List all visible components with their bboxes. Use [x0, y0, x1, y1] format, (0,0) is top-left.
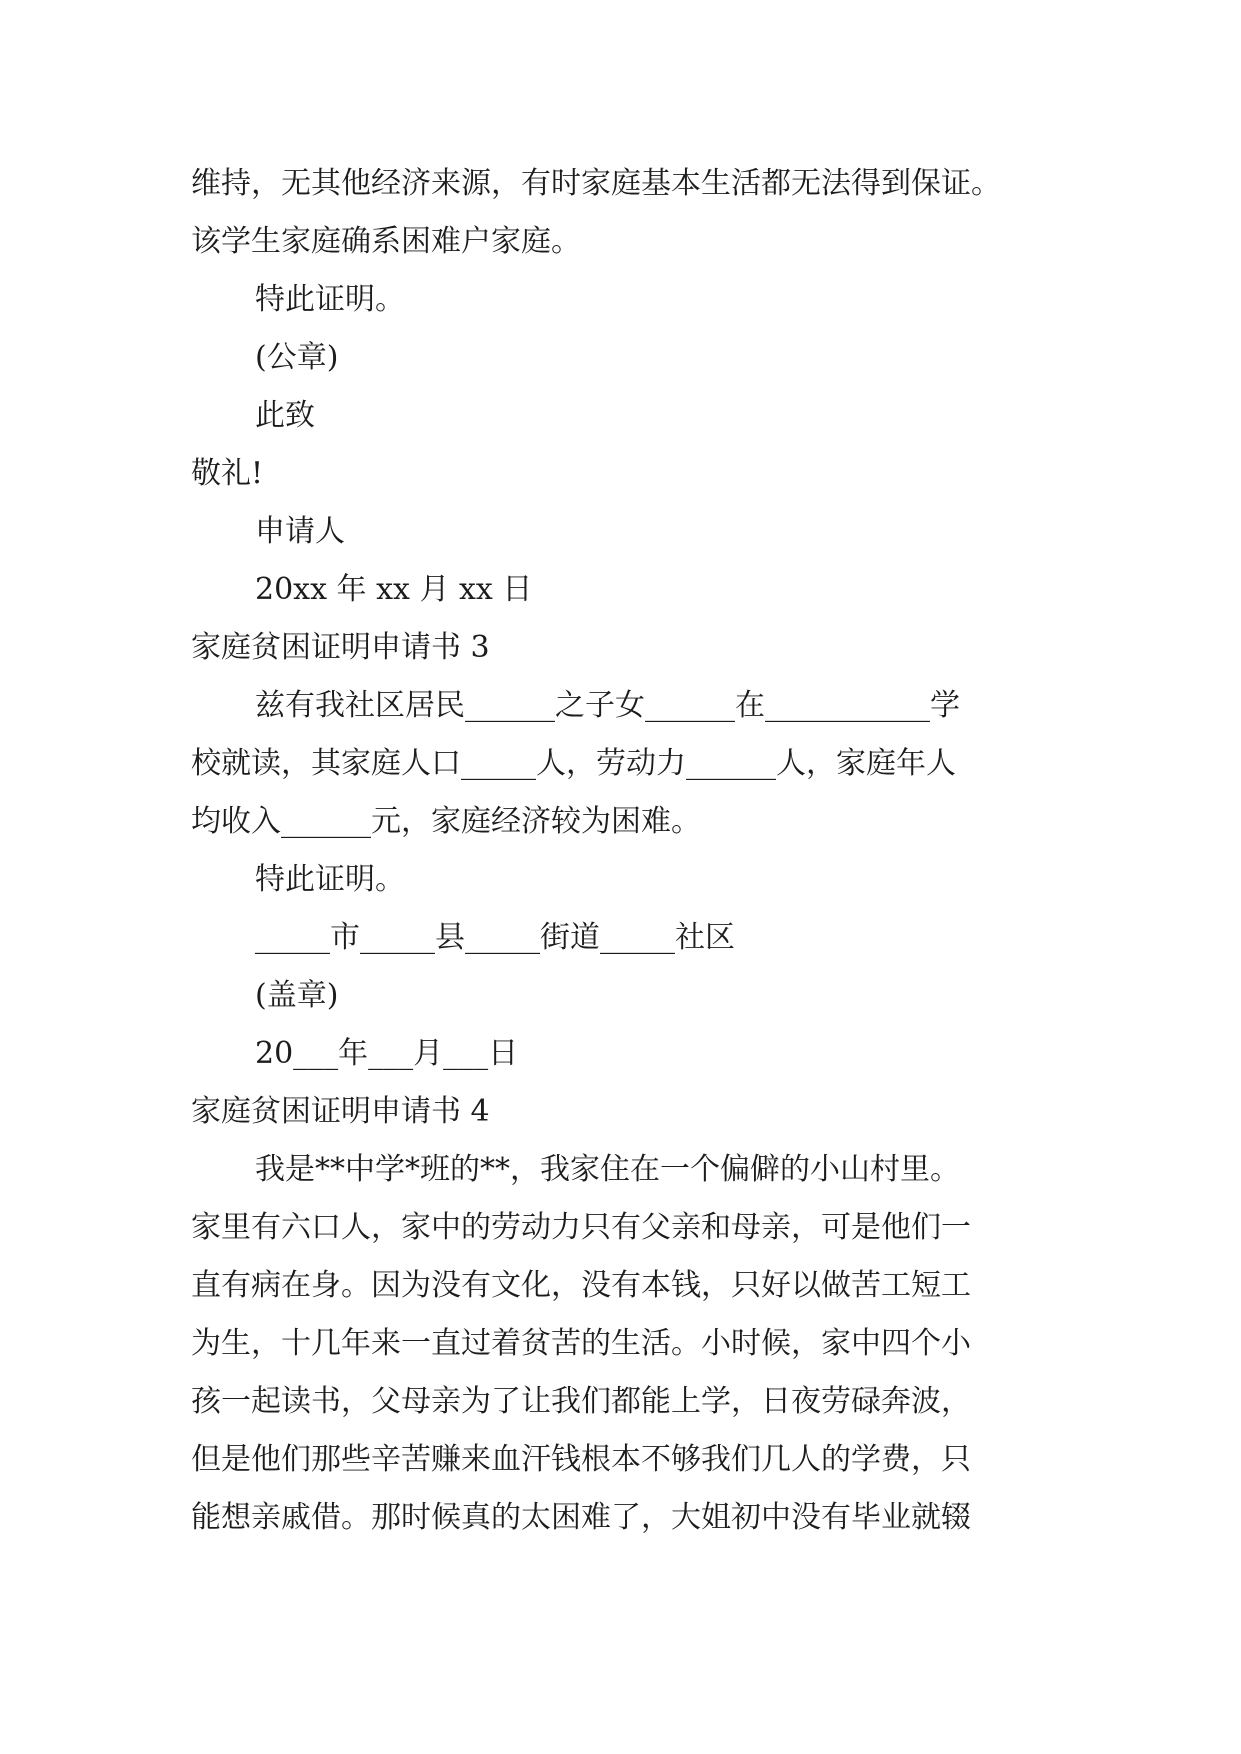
text-line: 兹有我社区居民______之子女______在___________学: [255, 688, 960, 723]
text-line: 校就读，其家庭人口_____人，劳动力______人，家庭年人: [191, 746, 956, 781]
text-line: 家里有六口人，家中的劳动力只有父亲和母亲，可是他们一: [191, 1210, 971, 1245]
address-line: _____市_____县_____街道_____社区: [255, 920, 735, 955]
document-body: [191, 155, 1071, 1547]
text-line: 我是**中学*班的**，我家住在一个偏僻的小山村里。: [255, 1152, 960, 1187]
date-line: 20___年___月___日: [255, 1036, 519, 1071]
applicant-label: 申请人: [255, 514, 345, 549]
text-line: 孩一起读书，父母亲为了让我们都能上学，日夜劳碌奔波，: [191, 1384, 971, 1419]
seal-note: (盖章): [255, 978, 339, 1013]
text-line: 特此证明。: [255, 282, 405, 317]
date-line: 20xx 年 xx 月 xx 日: [255, 572, 533, 607]
salutation: 此致: [255, 398, 315, 433]
section-heading: 家庭贫困证明申请书 3: [191, 630, 490, 665]
text-line: 均收入______元，家庭经济较为困难。: [191, 804, 701, 839]
text-line: 维持，无其他经济来源，有时家庭基本生活都无法得到保证。: [191, 166, 1001, 201]
salutation-closing: 敬礼!: [191, 456, 264, 491]
text-line: 该学生家庭确系困难户家庭。: [191, 224, 581, 259]
seal-note: (公章): [255, 340, 339, 375]
text-line: 能想亲戚借。那时候真的太困难了，大姐初中没有毕业就辍: [191, 1500, 971, 1535]
text-line: 为生，十几年来一直过着贫苦的生活。小时候，家中四个小: [191, 1326, 971, 1361]
text-line: 直有病在身。因为没有文化，没有本钱，只好以做苦工短工: [191, 1268, 971, 1303]
text-line: 但是他们那些辛苦赚来血汗钱根本不够我们几人的学费，只: [191, 1442, 971, 1477]
text-line: 特此证明。: [255, 862, 405, 897]
section-heading: 家庭贫困证明申请书 4: [191, 1094, 490, 1129]
